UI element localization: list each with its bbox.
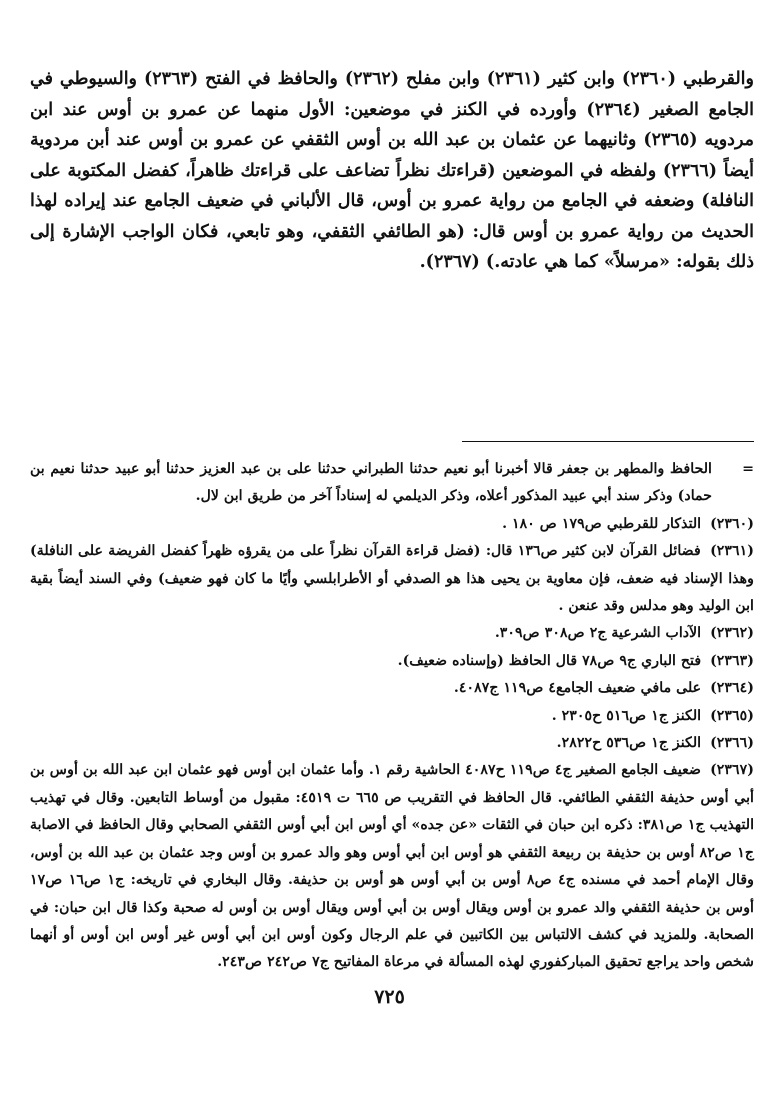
main-text: [30, 64, 754, 278]
continuation-mark: =: [742, 461, 754, 477]
footnote-text: فتح الباري ج٩ ص٧٨ قال الحافظ (وإسناده ضعيف).: [397, 652, 702, 669]
page-number: ٧٢٥: [374, 986, 405, 1008]
footnote-number: (٢٣٦٣): [710, 652, 754, 669]
footnote-text: على مافي ضعيف الجامع٤ ص١١٩ ج٤٠٨٧.: [453, 680, 702, 697]
main-paragraph: والقرطبي (٢٣٦٠) وابن كثير (٢٣٦١) وابن مفلح (٢٣٦٢) والحافظ في الفتح (٢٣٦٣) والسيوطي في الجامع الصغير (٢٣٦٤) وأورده في الكنز في موضعين: الأول منهما عن عمرو بن أوس عند ابن مردويه (٢٣٦٥) وثانيهما عن عثمان بن عبد الله بن أوس الثقفي عن عمرو بن أوس عند أبن مردوية أيضاً (٢٣٦٦) ولفظه في الموضعين (قراءتك نظراً تضاعف على قراءتك ظاهراً، كفضل المكتوبة على النافلة) وضعفه في الجامع من رواية عمرو بن أوس، قال الألباني في ضعيف الجامع عند إيراده لهذا الحديث من رواية عمرو بن أوس قال: (هو الطائفي الثقفي، وهو تابعي، فكان الواجب الإشارة إلى ذلك بقوله: «مرسلاً» كما هي عادته.) (٢٣٦٧).: [30, 69, 754, 272]
footnote-2367: [30, 757, 754, 976]
footnote-2362: [30, 620, 754, 647]
footnote-separator: [462, 441, 754, 442]
footnote-2360: [30, 511, 754, 538]
footnote-text: التذكار للقرطبي ص١٧٩ ص ١٨٠ .: [502, 515, 702, 532]
page-content: [30, 64, 755, 971]
footnote-number: (٢٣٦٢): [710, 625, 754, 642]
footnote-continuation: [30, 456, 754, 511]
footnote-2364: [30, 675, 754, 702]
footnote-number: (٢٣٦٤): [710, 680, 754, 697]
footnote-number: (٢٣٦١): [710, 543, 754, 560]
footnote-text: ضعيف الجامع الصغير ج٤ ص١١٩ ح٤٠٨٧ الحاشية رقم ١. وأما عثمان ابن أوس فهو عثمان ابن عبد الله بن أوس بن أبي أوس حذيفة الثقفي الطائفي. قال الحافظ في التقريب ص ٦٦٥ ت ٤٥١٩: مقبول من أوساط التابعين. وقال في تهذيب التهذيب ج١ ص٣٨١: ذكره ابن حبان في الثقات «عن جده» أي أوس ابن أبي أوس الثقفي الصحابي وقال الحافظ في الاصابة ج١ ص٨٢ أوس بن حذيفة بن ربيعة الثقفي هو أوس ابن أبي أوس وهو والد عمرو بن أوس وجد عثمان بن عبد الله بن أوس، وقال الإمام أحمد في مسنده ج٤ ص٨ أوس بن أبي أوس هو أوس بن حذيفة. وقال البخاري في تاريخه: ج١ ص١٦ ص١٧ أوس بن حذيفة الثقفي والد عمرو بن أوس ويقال أوس بن أبي أوس ويقال أوس بن أوس له صحبة وكذا قال ابن حبان: في الصحابة. وللمزيد في كشف الالتباس بين الكاتبين في علم الرجال وكون أوس ابن أبي أوس غير أوس ابن أوس أو أنهما شخص واحد يراجع تحقيق المباركفوري لهذه المسألة في مرعاة المفاتيح ج٧ ص٢٤٢ ص٢٤٣.: [30, 762, 755, 971]
footnotes: [30, 456, 754, 977]
footnote-number: (٢٣٦٦): [710, 735, 754, 752]
footnote-text: فضائل القرآن لابن كثير ص١٣٦ قال: (فضل قراءة القرآن نظراً على من يقرؤه ظهراً كفضل الفريضة على النافلة) وهذا الإسناد فيه ضعف، فإن معاوية بن يحيى هذا هو الصدفي أو الأطرابلسي وأيًا ما كان فهو ضعيف) وفي السند أيضاً بقية ابن الوليد وهو مدلس وقد عنعن .: [30, 543, 754, 615]
footnote-2365: [30, 703, 754, 730]
continuation-text: الحافظ والمطهر بن جعفر قالا أخبرنا أبو نعيم حدثنا الطبراني حدثنا على بن عبد العزيز حدثنا أبو عبيد حدثنا نعيم بن حماد) وذكر سند أبي عبيد المذكور أعلاه، وذكر الديلمي له إسناداً آخر من طريق ابن لال.: [30, 461, 712, 505]
footnote-text: الآداب الشرعية ج٢ ص٣٠٨ ص٣٠٩.: [494, 625, 702, 642]
footnote-text: الكنز ج١ ص٥٣٦ ح٢٨٢٢.: [556, 735, 702, 752]
footnote-number: (٢٣٦٥): [710, 707, 754, 724]
footnote-2361: [30, 538, 754, 620]
footnote-text: الكنز ج١ ص٥١٦ ح٢٣٠٥ .: [551, 707, 702, 724]
footnote-2363: [30, 648, 754, 675]
footnote-number: (٢٣٦٠): [710, 515, 754, 532]
footnote-number: (٢٣٦٧): [710, 762, 754, 779]
footnote-2366: [30, 730, 754, 757]
